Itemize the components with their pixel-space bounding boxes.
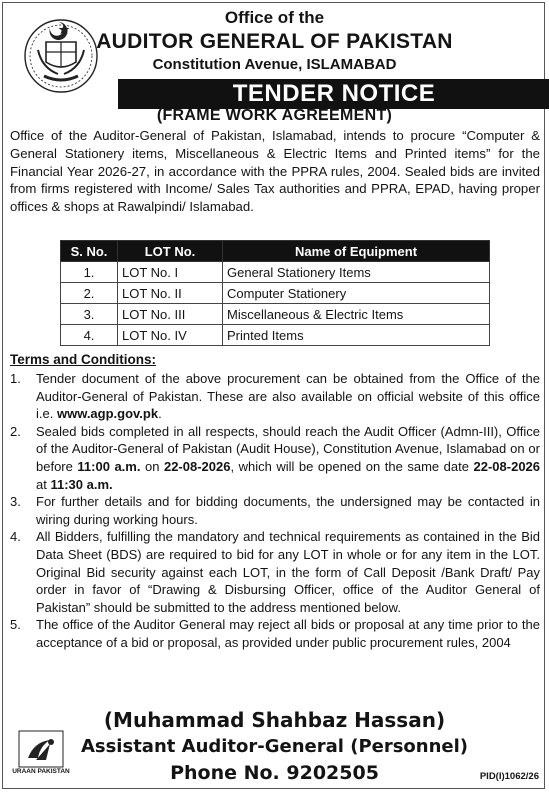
column-header-lot: LOT No.: [118, 241, 223, 262]
term-number: 2.: [10, 423, 21, 439]
term-number: 3.: [10, 494, 21, 510]
opening-time: 11:30 a.m.: [50, 476, 113, 492]
organization-title: AUDITOR GENERAL OF PAKISTAN: [96, 30, 453, 53]
term-item: [10, 493, 540, 528]
signatory-name: (Muhammad Shahbaz Hassan): [103, 708, 446, 732]
lots-table: [60, 240, 490, 346]
office-of-text: Office of the: [224, 8, 325, 27]
column-header-sno: S. No.: [61, 241, 118, 262]
intro-paragraph: Office of the Auditor-General of Pakistan, Islamabad, intends to procure “Computer & General Stationery items, Miscellaneous & Electric Items and Printed items” for the Financial Year 2026-27, in accordance with the PPRA rules, 2004. Sealed bids are invited from firms registered with Income/ Sales Tax authorities and PPRA, EPAD, having proper offices & shops at Rawalpindi/ Islamabad.: [10, 128, 540, 215]
term-item: [10, 370, 540, 423]
cell-lot: LOT No. IV: [118, 325, 223, 346]
table-row: [61, 325, 490, 346]
table-row: [61, 283, 490, 304]
term-text: Tender document of the above procurement can be obtained from the Office of the Auditor-General of Pakistan. These are also available on official website of this office i.e.: [36, 371, 540, 422]
pid-reference: PID(I)1062/26: [479, 771, 539, 782]
table-row: [61, 262, 490, 283]
signatory-designation: Assistant Auditor-General (Personnel): [80, 736, 469, 757]
term-text: , which will be opened on the same date: [230, 458, 474, 474]
terms-list: [10, 370, 540, 652]
cell-equipment: Computer Stationery: [223, 283, 490, 304]
term-text: at: [36, 476, 51, 492]
cell-lot: LOT No. II: [118, 283, 223, 304]
cell-equipment: Printed Items: [223, 325, 490, 346]
term-text: The office of the Auditor General may reject all bids or proposal at any time prior to the acceptance of a bid or proposal, as provided under public procurement rules, 2004: [36, 617, 540, 650]
table-row: [61, 304, 490, 325]
term-item: [10, 528, 540, 616]
cell-lot: LOT No. III: [118, 304, 223, 325]
term-text: For further details and for bidding documents, the undersigned may be contacted in wiring during working hours.: [36, 494, 540, 527]
term-item: [10, 616, 540, 651]
terms-heading: Terms and Conditions:: [10, 352, 157, 367]
term-text: .: [158, 406, 162, 422]
term-text: on: [140, 458, 164, 474]
term-text: Sealed bids completed in all respects, should reach the Audit Officer (Admn-III), Office of the Auditor-General of Pakistan (Audit House), Constitution Avenue, Islamabad on or before: [36, 423, 540, 474]
deadline-date: 22-08-2026: [163, 458, 231, 474]
notice-header: [0, 4, 549, 112]
cell-sno: 2.: [61, 283, 118, 304]
term-number: 4.: [10, 529, 21, 545]
contact-phone: Phone No. 9202505: [170, 762, 379, 784]
framework-agreement-subtitle: (FRAME WORK AGREEMENT): [156, 107, 393, 124]
deadline-time: 11:00 a.m.: [77, 458, 141, 474]
table-header-row: [61, 241, 490, 262]
term-number: 5.: [10, 617, 21, 633]
term-text: All Bidders, fulfilling the mandatory and technical requirements as contained in the Bid Data Sheet (BDS) are required to bid for any LOT in whole or for any item in the LOT. Original Bid security against each LOT, in the form of Call Deposit /Bank Draft/ Pay order in favor of “Drawing & Disbursing Officer, office of the Auditor General of Pakistan” should be submitted to the address mentioned below.: [36, 529, 540, 615]
tender-notice-banner: TENDER NOTICE: [118, 79, 549, 109]
column-header-equipment: Name of Equipment: [223, 241, 490, 262]
term-number: 1.: [10, 371, 21, 386]
cell-sno: 4.: [61, 325, 118, 346]
organization-address: Constitution Avenue, ISLAMABAD: [152, 56, 397, 73]
cell-sno: 1.: [61, 262, 118, 283]
cell-equipment: General Stationery Items: [223, 262, 490, 283]
opening-date: 22-08-2026: [473, 458, 541, 474]
cell-equipment: Miscellaneous & Electric Items: [223, 304, 490, 325]
uraan-pakistan-label: URAAN PAKISTAN: [12, 768, 70, 775]
cell-sno: 3.: [61, 304, 118, 325]
term-item: [10, 423, 540, 493]
website-link[interactable]: www.agp.gov.pk: [56, 406, 159, 422]
cell-lot: LOT No. I: [118, 262, 223, 283]
